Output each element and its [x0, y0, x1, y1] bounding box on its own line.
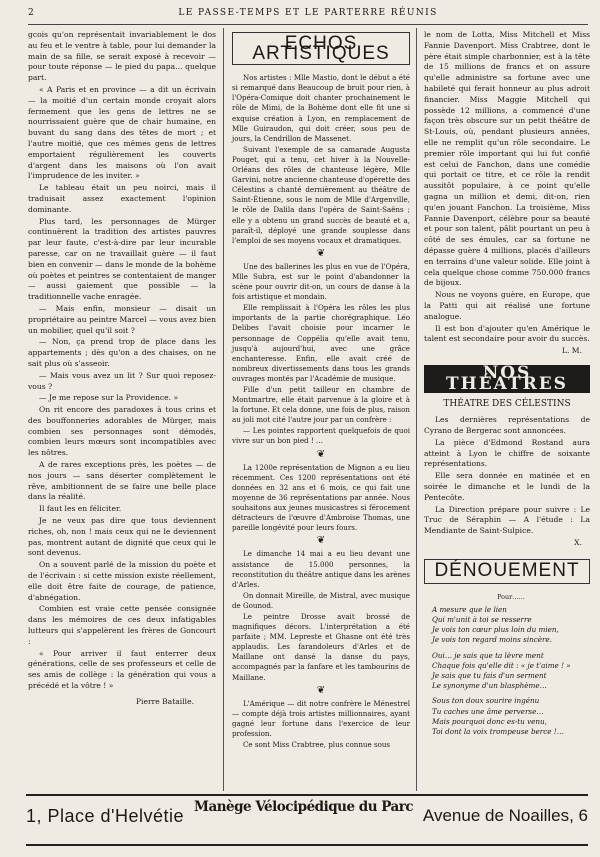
- paragraph: Il faut les en féliciter.: [39, 504, 122, 514]
- poem-line: Toi dont la voix trompeuse berce !…: [432, 727, 564, 737]
- paragraph: — Je me repose sur la Providence. »: [39, 393, 179, 403]
- paragraph: La pièce d'Edmond Rostand aura atteint à Lyon le chiffre de soixante représentations.: [424, 437, 590, 469]
- paragraph: « A Paris et en province — a dit un écrivain — la moitié d'un certain monde croyait alors fermement que les gens de lettres ne se nourrissaient guère que de chair humaine, en buvant du sang dans des têtes de mort ; et l'autre moitié, que ces mêmes gens de lettres emportaient régulièrement les couverts d'argent dans les maisons où l'on avait l'imprudence de les inviter. »: [28, 84, 216, 181]
- paragraph: Le peintre Drosse avait brossé de magnifiques décors. L'interprétation a été parfaite ; MM. Lepreste et Ghasne ont été très applaudis. Les farandoleurs d'Arles et de Maillane ont dansé la danse du pays, accompagnés par la fanfare et les tambourins de Maillane.: [232, 611, 410, 682]
- poem-line: Je sais que tu fais d'un serment: [432, 671, 547, 681]
- fleuron-ornament: ❦: [316, 247, 326, 259]
- paragraph: Combien est vraie cette pensée consignée dans les mémoires de ces deux infatigables lutteurs qui s'appelèrent les frères de Goncourt :: [28, 604, 216, 646]
- poem-line: Je vois ton regard moins sincère.: [432, 635, 553, 645]
- poem-line: Qui m'unit à toi se resserre: [432, 615, 532, 625]
- paragraph: Elle sera donnée en matinée et en soirée le dimanche et le lundi de la Pentecôte.: [424, 471, 590, 502]
- theatre-heading: THÉATRE DES CÉLESTINS: [443, 398, 571, 409]
- poem-stanza: [432, 696, 590, 737]
- column-1-article: [28, 30, 216, 709]
- paragraph: On a souvent parlé de la mission du poète et de l'écrivain : si cette mission existe réellement, elle doit être faite de courage, de patience, d'abnégation.: [28, 560, 216, 602]
- paragraph: « Pour arriver il faut enterrer deux générations, celle de ses professeurs et celle de ses amis de collège : la génération qui vous a précédé et la vôtre ! »: [28, 648, 216, 691]
- paragraph: Fille d'un petit tailleur en chambre de Montmartre, elle était parvenue à la gloire et à la fortune. Et cela donne, une fois de plus, raison au joli mot cité l'autre jour par un confrère :: [232, 385, 410, 425]
- paragraph: Les dernières représentations de Cyrano de Bergerac sont annoncées.: [424, 415, 590, 436]
- section-banner-theatres: NOS THÉATRES: [424, 365, 590, 393]
- poem-line: Le synonyme d'un blasphème…: [432, 681, 547, 691]
- paragraph: Je ne veux pas dire que tous deviennent riches, oh, non ! mais ceux qui ne le deviennent pas, montrent autant de dignité que ceux qui le sont devenus.: [28, 516, 216, 558]
- ad-business-name: Manège Vélocipédique du Parc: [194, 799, 414, 815]
- poem-line: A mesure que le lien: [432, 604, 507, 614]
- author-signature: Pierre Bataille.: [135, 696, 194, 706]
- paragraph: Nous ne voyons guère, en Europe, que la Patti qui ait réalisé une fortune analogue.: [424, 290, 590, 321]
- paragraph: Ce sont Miss Crabtree, plus connue sous: [243, 740, 391, 750]
- poem-title: Pour……: [497, 592, 525, 601]
- fleuron-ornament: ❦: [316, 535, 326, 547]
- paragraph: — Mais enfin, monsieur — disait un propriétaire au peintre Marcel — vous avez bien un mobilier, quel qu'il soit ?: [28, 303, 216, 335]
- paragraph: — Non, ça prend trop de place dans les appartements ; dès qu'on a des chaises, on ne sait plus où s'asseoir.: [28, 337, 216, 368]
- poem-stanza: [432, 651, 590, 692]
- page-number: 2: [28, 8, 34, 18]
- poem-stanza: [432, 605, 590, 646]
- paragraph: A de rares exceptions près, les poètes — de nos jours — sans déserter complètement le rêve, ambitionnent de se faire une belle place dans la réalité.: [28, 460, 216, 502]
- column-3: [424, 30, 590, 742]
- paragraph: Suivant l'exemple de sa camarade Augusta Pouget, qui a tenu, cet hiver à la Nouvelle-Orléans des rôles de chanteuse légère, Mlle Garvini, notre ancienne chanteuse d'opérette des Célestins a chanté dernièrement au théâtre de Saint-Étienne, sous le nom de Mlle d'Argenville, le rôle de Dalila dans l'opéra de Saint-Saëns ; elle y a obtenu un grand succès de beauté et a, paraît-il, déployé une grande souplesse dans l'emploi de ses moyens vocaux et dramatiques.: [232, 144, 410, 245]
- section-heading-echos: ECHOS ARTISTIQUES: [232, 32, 410, 65]
- paragraph: gcois qu'on représentait invariablement le dos au feu et le ventre à table, pour lui demander la main de sa fille, se serait exposé à recevoir — pour toute réponse — le pied du papa... quelque part.: [28, 30, 216, 83]
- paragraph: L'Amérique — dit notre confrère le Ménestrel — compte déjà trois artistes millionnaires, ayant gagné leur fortune dans l'exercice de leur profession.: [232, 698, 410, 738]
- newspaper-title: LE PASSE-TEMPS ET LE PARTERRE RÉUNIS: [178, 8, 438, 18]
- poem-line: Tu caches une âme perverse…: [432, 706, 544, 716]
- section-heading-denouement: DÉNOUEMENT: [424, 559, 590, 584]
- poem-line: Oui… je sais que ta lèvre ment: [432, 650, 544, 660]
- author-signature: X.: [574, 538, 582, 548]
- paragraph: La Direction prépare pour suivre : Le Truc de Séraphin — A l'étude : La Mendiante de Saint-Sulpice.: [424, 504, 590, 536]
- poem-line: Je vois ton cœur plus loin du mien,: [432, 625, 559, 635]
- poem: [424, 592, 590, 738]
- fleuron-ornament: ❦: [316, 684, 326, 696]
- page-header: [28, 8, 588, 25]
- footer-advertisement: [26, 794, 588, 846]
- paragraph: Plus tard, les personnages de Mürger continuèrent la tradition des artistes pauvres par leur faute, c'est-à-dire par leur incurable paresse, car on ne travaillait guère — il faut bien en convenir — dans le monde de la bohème où poètes et peintres se contentaient de manger — aussi gaiement que possible — la traditionnelle vache enragée.: [28, 216, 216, 302]
- ad-address-right: Avenue de Noailles, 6: [422, 806, 588, 825]
- ad-address-left: 1, Place d'Helvétie: [26, 806, 185, 826]
- paragraph: On rit encore des paradoxes à tous crins et des bouffonneries adorables de Mürger, mais combien ses personnages sont démodés, combien leurs mœurs sont incompatibles avec les nôtres.: [28, 405, 216, 458]
- poem-line: Sous ton doux sourire ingénu: [432, 696, 540, 706]
- paragraph: La 1200e représentation de Mignon a eu lieu récemment. Ces 1200 représentations ont été données en 32 ans et 6 mois, ce qui fait une moyenne de 36 représentations par année. Nous souhaitons aux jeunes musicastres si férocement détracteurs de l'œuvre d'Ambroise Thomas, une pareille longévité pour leurs fours.: [232, 462, 410, 533]
- paragraph: — Les pointes rapportent quelquefois de quoi vivre sur un bon pied ! …: [232, 426, 410, 446]
- poem-line: Mais pourquoi donc es-tu venu,: [432, 716, 547, 726]
- paragraph: Le tableau était un peu noirci, mais il traduisait assez exactement l'opinion dominante.: [28, 183, 216, 214]
- poem-line: Chaque fois qu'elle dit : « je t'aime ! »: [432, 660, 571, 670]
- column-divider: [223, 28, 224, 791]
- column-2-echos: [232, 30, 410, 751]
- author-signature: L. M.: [561, 346, 582, 356]
- paragraph: On donnait Mireille, de Mistral, avec musique de Gounod.: [232, 590, 410, 610]
- column-divider: [416, 28, 417, 791]
- paragraph: Nos artistes : Mlle Mastio, dont le début a été si remarqué dans Beaucoup de bruit pour rien, à l'Opéra-Comique doit chanter prochainement le rôle de Mimi, de la Bohème dont elle fit une si exquise création à Lyon, en remplacement de Mlle Guiraudon, qui doit créer, sous peu de jours, la Cendrillon de Massenet.: [232, 73, 410, 143]
- paragraph: — Mais vous avez un lit ? Sur quoi reposez-vous ?: [28, 370, 216, 391]
- paragraph: Il est bon d'ajouter qu'en Amérique le talent est secondaire pour avoir du succès.: [424, 323, 590, 344]
- fleuron-ornament: ❦: [316, 448, 326, 460]
- paragraph: Le dimanche 14 mai a eu lieu devant une assistance de 15.000 personnes, la reconstitution du théâtre antique dans les arènes d'Arles.: [232, 549, 411, 589]
- paragraph: le nom de Lotta, Miss Mitchell et Miss Fannie Davenport. Miss Crabtree, dont le père était simple charbonnier, est à la tête de 15 millions de francs et on assure qu'elle administre sa fortune avec une habileté qui ferait honneur au plus adroit financier. Miss Maggie Mitchell qui possède 12 millions, a commencé d'une façon très obscure sur un petit théâtre de St-Louis, où, pendant plusieurs années, elle ne remplit qu'un rôle secondaire. Le premier rôle important qui lui fut confié est celui de Fanchon, dans une comédie qui portait ce titre, et ce rôle la rendit aussitôt populaire, à ce point qu'elle gagna un million et demi, dit-on, rien qu'en jouant Fanchon. La troisième, Miss Fannie Davenport, célèbre pour sa beauté et pour son talent, pâlit pourtant un peu à côté de ses émules, car sa fortune ne dépasse guère 4 millions, placés d'ailleurs en terrains d'une valeur solide. Elle joint à cela quelque chose comme 750.000 francs de bijoux.: [424, 30, 590, 288]
- paragraph: Elle remplissait à l'Opéra les rôles les plus importants de la partie chorégraphique. Léo Delibes l'avait choisie pour incarner le personnage de Coppélia qu'elle avait tenu, jusqu'à aujourd'hui, avec une grâce enchanteresse. Enfin, elle avait créé de nombreux divertissements dans tous les grands ouvrages montés par l'Académie de musique.: [232, 303, 410, 383]
- paragraph: Une des ballerines les plus en vue de l'Opéra, Mlle Subra, est sur le point d'abandonner la scène pour ouvrir dit-on, un cours de danse à la fois artistique et mondain.: [232, 261, 410, 302]
